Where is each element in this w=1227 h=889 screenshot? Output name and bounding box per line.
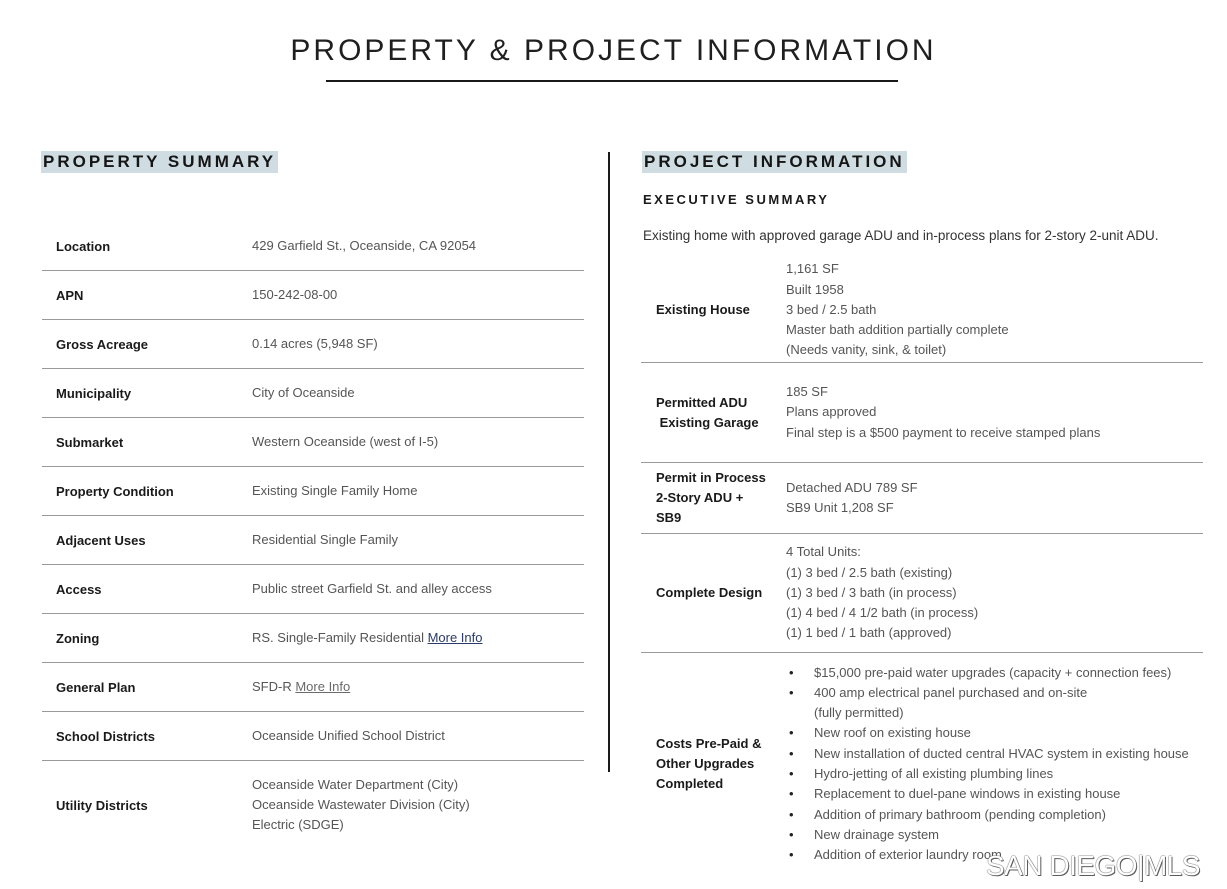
- row-value: Existing Single Family Home: [252, 483, 418, 498]
- project-information-heading: PROJECT INFORMATION: [644, 152, 905, 171]
- page-title: PROPERTY & PROJECT INFORMATION: [290, 34, 937, 67]
- value-line: Oceanside Wastewater Division (City): [252, 797, 470, 812]
- row-value: Western Oceanside (west of I-5): [252, 434, 439, 449]
- project-information-table: [641, 258, 1203, 875]
- table-row: [42, 663, 584, 712]
- value-line: 3 bed / 2.5 bath: [786, 301, 877, 317]
- row-label: Utility Districts: [56, 797, 148, 813]
- row-label: [641, 583, 786, 603]
- label-line: Existing House: [656, 302, 750, 317]
- label-line: Costs Pre-Paid &: [656, 736, 762, 751]
- executive-summary-heading: EXECUTIVE SUMMARY: [643, 192, 830, 207]
- executive-summary-text: Existing home with approved garage ADU and in-process plans for 2-story 2-unit ADU.: [643, 228, 1159, 243]
- row-label: [641, 300, 786, 320]
- value-line: (1) 1 bed / 1 bath (approved): [786, 625, 952, 641]
- row-label: Access: [56, 581, 102, 597]
- row-label: Zoning: [56, 630, 100, 646]
- value-line: 1,161 SF: [786, 261, 839, 277]
- table-row: [42, 320, 584, 369]
- general-plan-value: SFD-R: [252, 679, 292, 694]
- value-line: SB9 Unit 1,208 SF: [786, 500, 894, 515]
- property-summary-heading: PROPERTY SUMMARY: [43, 152, 277, 171]
- label-line: 2-Story ADU +: [656, 490, 744, 505]
- table-row: [42, 565, 584, 614]
- zoning-more-info-link[interactable]: More Info: [427, 630, 483, 645]
- zoning-value: RS. Single-Family Residential: [252, 630, 424, 645]
- table-row: [641, 653, 1203, 875]
- san-diego-mls-watermark: SAN DIEGO|MLS: [986, 850, 1200, 881]
- row-label: [641, 393, 786, 433]
- row-value: [786, 382, 1100, 443]
- row-value: [252, 628, 483, 648]
- row-label: [641, 734, 786, 794]
- table-row: [42, 516, 584, 565]
- column-divider: [608, 152, 610, 772]
- label-line: Other Upgrades: [656, 756, 755, 771]
- value-line: (1) 3 bed / 2.5 bath (existing): [786, 564, 953, 580]
- property-summary-table: [42, 222, 584, 849]
- list-item: (fully permitted): [814, 705, 904, 721]
- table-row: [641, 363, 1203, 463]
- title-underline: [326, 80, 898, 82]
- table-row: [42, 712, 584, 761]
- table-row: [641, 534, 1203, 653]
- list-item: • Replacement to duel-pane windows in existing house: [786, 784, 1189, 804]
- list-item: • Addition of primary bathroom (pending completion): [786, 805, 1189, 825]
- row-value: 150-242-08-00: [252, 287, 338, 302]
- value-line: Final step is a $500 payment to receive stamped plans: [786, 424, 1101, 440]
- label-line: SB9: [656, 510, 682, 525]
- row-value: [786, 259, 1009, 360]
- row-label: Location: [56, 238, 111, 254]
- row-value: Oceanside Unified School District: [252, 728, 445, 743]
- table-row: [42, 614, 584, 663]
- value-line: Plans approved: [786, 404, 877, 420]
- value-line: (1) 3 bed / 3 bath (in process): [786, 584, 957, 600]
- value-line: Oceanside Water Department (City): [252, 777, 459, 792]
- value-line: Detached ADU 789 SF: [786, 479, 918, 495]
- label-line: Existing Garage: [656, 414, 759, 430]
- row-value: [786, 542, 978, 643]
- table-row: [42, 418, 584, 467]
- row-label: [641, 468, 786, 528]
- row-label: Submarket: [56, 434, 124, 450]
- list-item: • New drainage system: [786, 825, 1189, 845]
- row-value: 0.14 acres (5,948 SF): [252, 336, 378, 351]
- row-label: APN: [56, 287, 84, 303]
- table-row: [42, 271, 584, 320]
- row-value: [786, 478, 918, 519]
- row-label: Municipality: [56, 385, 132, 401]
- row-label: General Plan: [56, 679, 136, 695]
- table-row: [42, 222, 584, 271]
- list-item: • $15,000 pre-paid water upgrades (capacity + connection fees): [786, 663, 1189, 683]
- row-value: 429 Garfield St., Oceanside, CA 92054: [252, 238, 477, 253]
- upgrades-list: [786, 663, 1189, 866]
- row-label: School Districts: [56, 728, 155, 744]
- table-row: [42, 761, 584, 849]
- value-line: Electric (SDGE): [252, 817, 344, 832]
- value-line: Master bath addition partially complete: [786, 322, 1009, 338]
- value-line: (1) 4 bed / 4 1/2 bath (in process): [786, 605, 979, 621]
- list-item: • New roof on existing house: [786, 723, 1189, 743]
- list-item: • New installation of ducted central HVAC system in existing house: [786, 744, 1189, 764]
- list-item: • 400 amp electrical panel purchased and on-site: [786, 683, 1189, 703]
- row-value: Public street Garfield St. and alley access: [252, 581, 492, 596]
- row-value: [252, 775, 470, 835]
- row-value: Residential Single Family: [252, 532, 398, 547]
- row-value: [786, 663, 1189, 866]
- table-row: [641, 463, 1203, 534]
- general-plan-more-info-link[interactable]: More Info: [295, 679, 351, 694]
- label-line: Permitted ADU: [656, 394, 748, 410]
- list-item: • Addition of exterior laundry room: [786, 845, 1189, 865]
- list-item: • Hydro-jetting of all existing plumbing lines: [786, 764, 1189, 784]
- label-line: Complete Design: [656, 585, 763, 600]
- value-line: Built 1958: [786, 281, 844, 297]
- label-line: Completed: [656, 776, 724, 791]
- row-label: Gross Acreage: [56, 336, 149, 352]
- table-row: [42, 369, 584, 418]
- label-line: Permit in Process: [656, 470, 766, 485]
- row-value: [252, 677, 350, 697]
- value-line: (Needs vanity, sink, & toilet): [786, 342, 947, 358]
- value-line: 4 Total Units:: [786, 544, 861, 560]
- row-value: City of Oceanside: [252, 385, 355, 400]
- row-label: Property Condition: [56, 483, 174, 499]
- value-line: 185 SF: [786, 384, 828, 400]
- row-label: Adjacent Uses: [56, 532, 146, 548]
- table-row: [641, 258, 1203, 363]
- table-row: [42, 467, 584, 516]
